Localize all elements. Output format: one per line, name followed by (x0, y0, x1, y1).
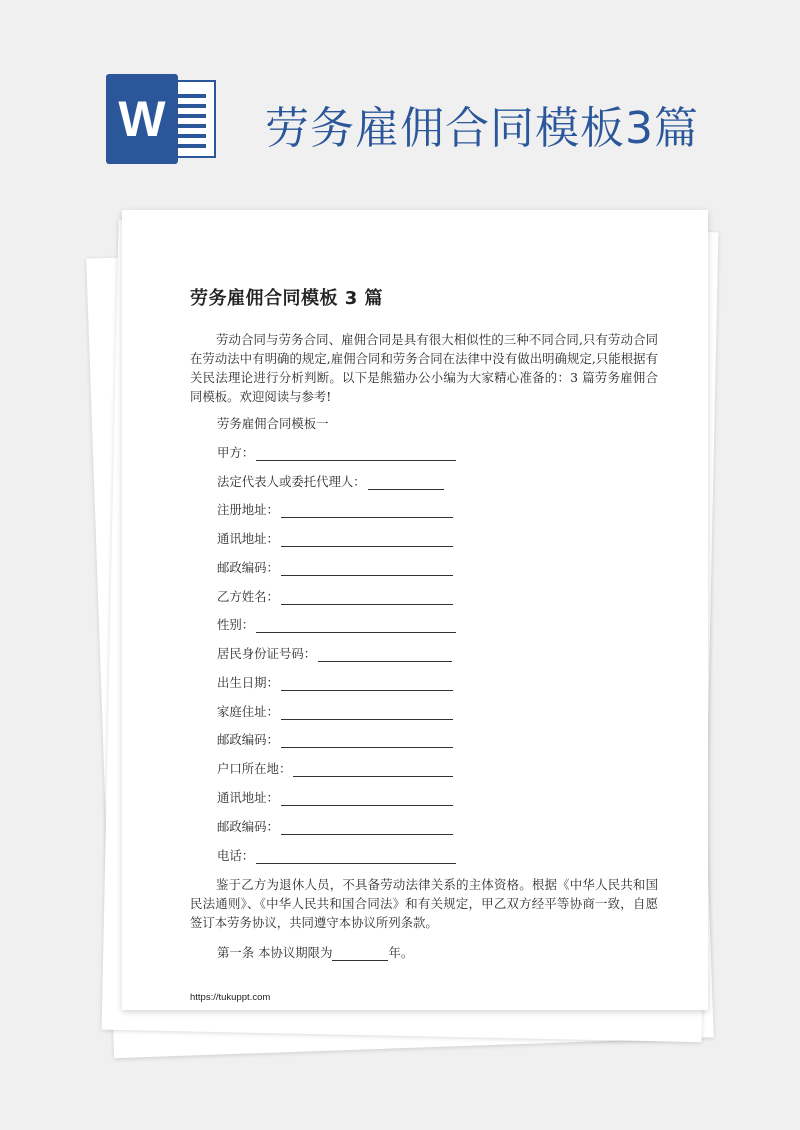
field-label: 通讯地址： (217, 531, 279, 546)
form-field-registered-address (217, 500, 453, 518)
form-field-household-registration (217, 759, 453, 777)
field-blank (256, 446, 456, 461)
form-field-home-address (217, 702, 453, 720)
field-label: 通讯地址： (217, 790, 279, 805)
field-label: 家庭住址： (217, 704, 279, 719)
field-blank (281, 561, 453, 576)
word-icon (106, 74, 216, 164)
document-title: 劳务雇佣合同模板 3 篇 (190, 288, 384, 309)
form-field-representative (217, 472, 444, 490)
field-label: 电话： (217, 848, 255, 863)
field-blank (281, 705, 453, 720)
field-blank (281, 820, 453, 835)
field-label: 居民身份证号码： (217, 646, 317, 661)
form-field-postcode-a (217, 558, 453, 576)
field-label: 邮政编码： (217, 819, 279, 834)
field-label: 注册地址： (217, 502, 279, 517)
field-blank (281, 733, 453, 748)
field-blank (281, 590, 453, 605)
field-blank (256, 618, 456, 633)
article-suffix: 年。 (388, 945, 414, 960)
field-blank (332, 948, 388, 961)
field-label: 出生日期： (217, 675, 279, 690)
article-prefix: 第一条 本协议期限为 (217, 945, 333, 960)
field-label: 甲方： (217, 445, 255, 460)
field-label: 邮政编码： (217, 732, 279, 747)
form-field-mailing-address-a (217, 529, 453, 547)
body-paragraph: 鉴于乙方为退休人员，不具备劳动法律关系的主体资格。根据《中华人民共和国民法通则》、《中华人民共和国合同法》和有关规定，甲乙双方经平等协商一致，自愿签订本劳务协议，共同遵守本协议所列条款。 (190, 877, 658, 930)
form-field-phone (217, 846, 456, 864)
template-subtitle: 劳务雇佣合同模板一 (217, 416, 329, 431)
field-blank (293, 762, 453, 777)
form-field-id-number (217, 644, 452, 662)
form-field-party-a (217, 443, 456, 461)
field-label: 法定代表人或委托代理人： (217, 474, 366, 489)
form-field-postcode-c (217, 817, 453, 835)
field-label: 性别： (217, 617, 255, 632)
field-blank (368, 475, 444, 490)
footer-url: https://tukuppt.com (190, 992, 271, 1003)
form-field-party-b-name (217, 587, 453, 605)
form-field-mailing-address-b (217, 788, 453, 806)
document-page (122, 210, 708, 1010)
field-blank (281, 532, 453, 547)
form-field-birth-date (217, 673, 453, 691)
article-one (217, 943, 413, 961)
banner-title: 劳务雇佣合同模板3篇 (265, 103, 699, 154)
form-field-gender (217, 615, 456, 633)
field-label: 乙方姓名： (217, 589, 279, 604)
form-field-postcode-b (217, 730, 453, 748)
field-label: 邮政编码： (217, 560, 279, 575)
field-blank (318, 647, 452, 662)
field-blank (281, 676, 453, 691)
word-letter: W (118, 91, 166, 147)
intro-paragraph: 劳动合同与劳务合同、雇佣合同是具有很大相似性的三种不同合同,只有劳动合同在劳动法中有明确的规定,雇佣合同和劳务合同在法律中没有做出明确规定,只能根据有关民法理论进行分析判断。以下是熊猫办公小编为大家精心准备的：3 篇劳务雇佣合同模板。欢迎阅读与参考! (190, 332, 658, 404)
field-label: 户口所在地： (217, 761, 292, 776)
field-blank (256, 849, 456, 864)
field-blank (281, 503, 453, 518)
field-blank (281, 791, 453, 806)
